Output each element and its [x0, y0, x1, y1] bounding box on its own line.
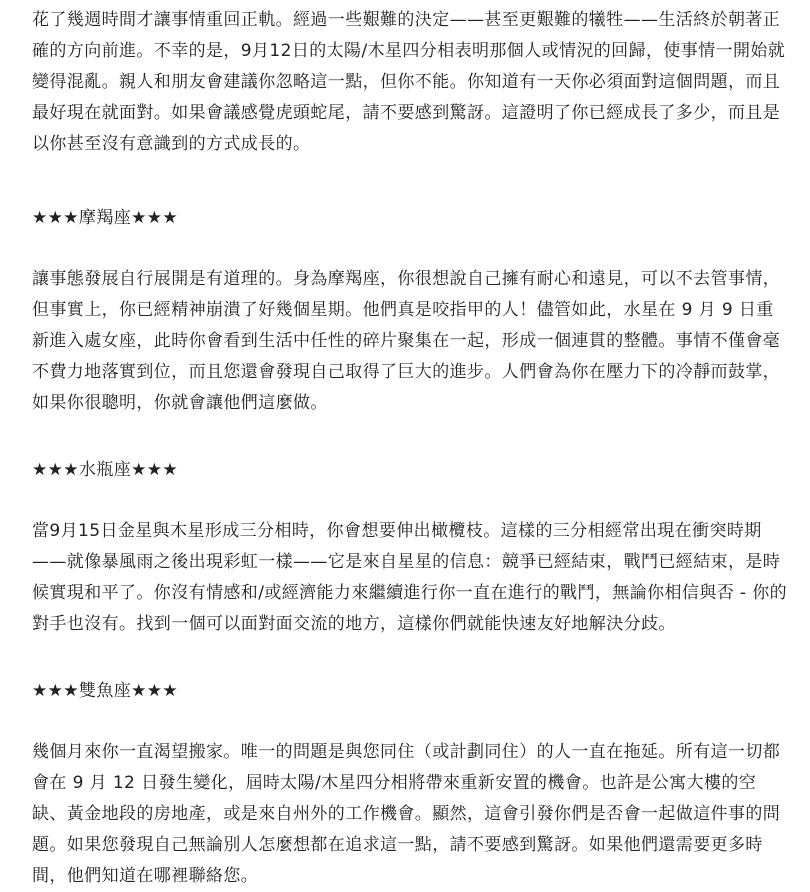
pisces-paragraph: 幾個月來你一直渴望搬家。唯一的問題是與您同住（或計劃同住）的人一直在拖延。所有這一切都會在 9 月 12 日發生變化，屆時太陽/木星四分相將帶來重新安置的機會。也許是公寓大樓的空缺、黃金地段的房地產，或是來自州外的工作機會。顯然，這會引發你們是否會一起做這件事的問題。如果您發現自己無論別人怎麼想都在追求這一點，請不要感到驚訝。如果他們還需要更多時間，他們知道在哪裡聯絡您。: [32, 742, 781, 886]
aquarius-paragraph: 當9月15日金星與木星形成三分相時，你會想要伸出橄欖枝。這樣的三分相經常出現在衝突時期——就像暴風雨之後出現彩虹一樣——它是來自星星的信息：競爭已經結束，戰鬥已經結束，是時候實現和平了。你沒有情感和/或經濟能力來繼續進行你一直在進行的戰鬥，無論你相信與否 - 你的對手也沒有。找到一個可以面對面交流的地方，這樣你們就能快速友好地解決分歧。: [32, 521, 788, 634]
aquarius-heading: ★★★水瓶座★★★: [32, 460, 179, 480]
intro-paragraph: 花了幾週時間才讓事情重回正軌。經過一些艱難的決定——甚至更艱難的犧牲——生活終於朝著正確的方向前進。不幸的是，9月12日的太陽/木星四分相表明那個人或情況的回歸，使事情一開始就變得混亂。親人和朋友會建議你忽略這一點，但你不能。你知道有一天你必須面對這個問題，而且最好現在就面對。如果會議感覺虎頭蛇尾，請不要感到驚訝。這證明了你已經成長了多少，而且是以你甚至沒有意識到的方式成長的。: [32, 10, 786, 154]
capricorn-paragraph: 讓事態發展自行展開是有道理的。身為摩羯座，你很想說自己擁有耐心和遠見，可以不去管事情，但事實上，你已經精神崩潰了好幾個星期。他們真是咬指甲的人！儘管如此，水星在 9 月 9 日重新進入處女座，此時你會看到生活中任性的碎片聚集在一起，形成一個連貫的整體。事情不僅會毫不費力地落實到位，而且您還會發現自己取得了巨大的進步。人們會為你在壓力下的冷靜而鼓掌，如果你很聰明，你就會讓他們這麼做。: [32, 269, 781, 413]
pisces-heading: ★★★雙魚座★★★: [32, 681, 179, 701]
capricorn-heading: ★★★摩羯座★★★: [32, 208, 179, 228]
